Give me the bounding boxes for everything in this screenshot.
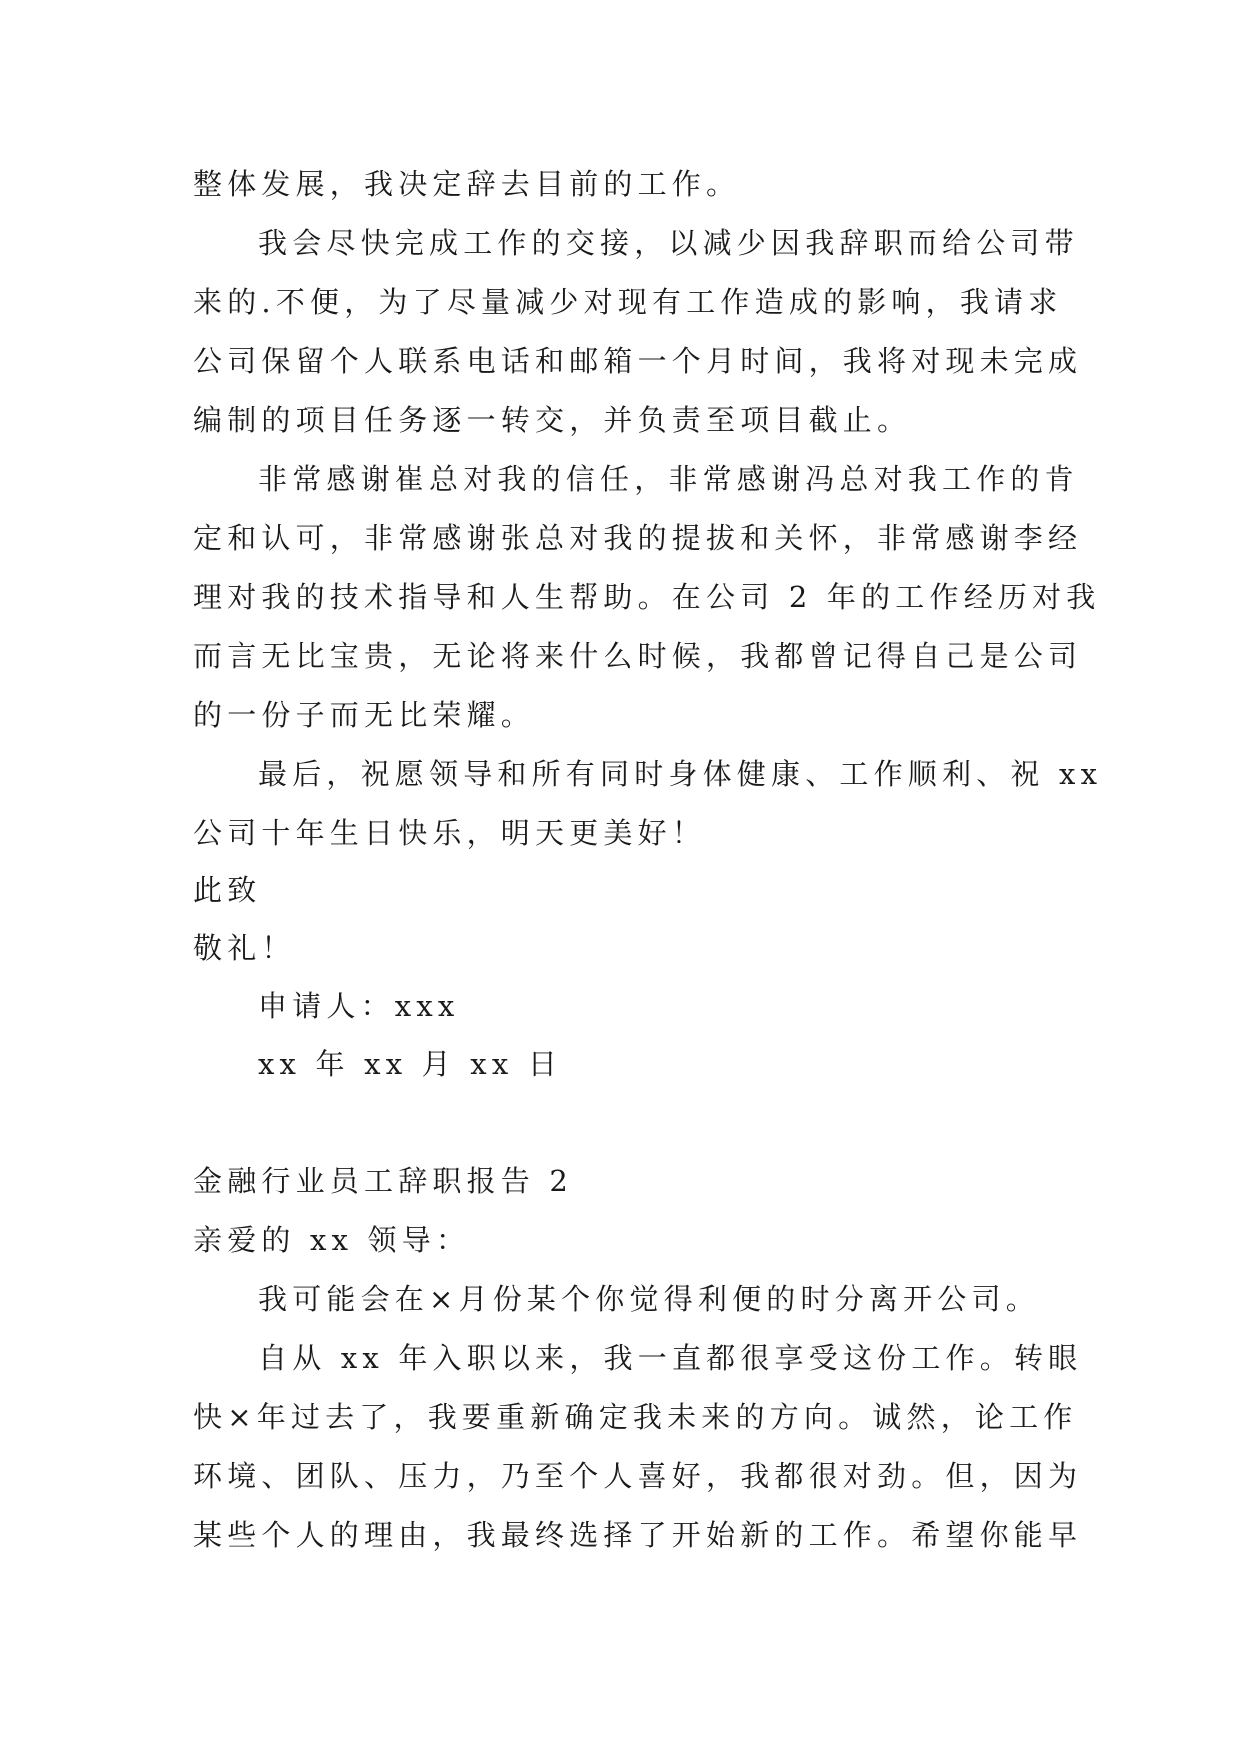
section-title: 金融行业员工辞职报告 2 <box>193 1164 574 1198</box>
paragraph-line: 而言无比宝贵，无论将来什么时候，我都曾记得自己是公司 <box>193 639 1083 673</box>
signature-date: xx 年 xx 月 xx 日 <box>258 1047 563 1081</box>
paragraph-line: 理对我的技术指导和人生帮助。在公司 2 年的工作经历对我 <box>193 580 1101 614</box>
paragraph-line: 快×年过去了，我要重新确定我未来的方向。诚然，论工作 <box>193 1400 1078 1434</box>
paragraph-line: 我会尽快完成工作的交接，以减少因我辞职而给公司带 <box>258 226 1079 260</box>
paragraph-line: 非常感谢崔总对我的信任，非常感谢冯总对我工作的肯 <box>258 462 1079 496</box>
paragraph-line: 的一份子而无比荣耀。 <box>193 698 536 732</box>
paragraph-line: 公司保留个人联系电话和邮箱一个月时间，我将对现未完成 <box>193 344 1083 378</box>
salutation: 亲爱的 xx 领导： <box>193 1223 471 1257</box>
paragraph-line: 最后，祝愿领导和所有同时身体健康、工作顺利、祝 xx <box>258 757 1103 791</box>
paragraph-line: 公司十年生日快乐，明天更美好！ <box>193 816 707 850</box>
paragraph-line: 编制的项目任务逐一转交，并负责至项目截止。 <box>193 403 912 437</box>
paragraph-line: 我可能会在×月份某个你觉得利便的时分离开公司。 <box>258 1282 1040 1316</box>
paragraph-line: 来的.不便，为了尽量减少对现有工作造成的影响，我请求 <box>193 285 1063 319</box>
paragraph-line: 环境、团队、压力，乃至个人喜好，我都很对劲。但，因为 <box>193 1459 1083 1493</box>
paragraph-line: 整体发展，我决定辞去目前的工作。 <box>193 167 741 201</box>
closing-line: 此致 <box>193 873 262 907</box>
paragraph-line: 自从 xx 年入职以来，我一直都很享受这份工作。转眼 <box>258 1341 1083 1375</box>
paragraph-line: 定和认可，非常感谢张总对我的提拔和关怀，非常感谢李经 <box>193 521 1083 555</box>
closing-line: 敬礼！ <box>193 931 296 965</box>
paragraph-line: 某些个人的理由，我最终选择了开始新的工作。希望你能早 <box>193 1518 1083 1552</box>
signature-applicant: 申请人：xxx <box>258 989 460 1023</box>
